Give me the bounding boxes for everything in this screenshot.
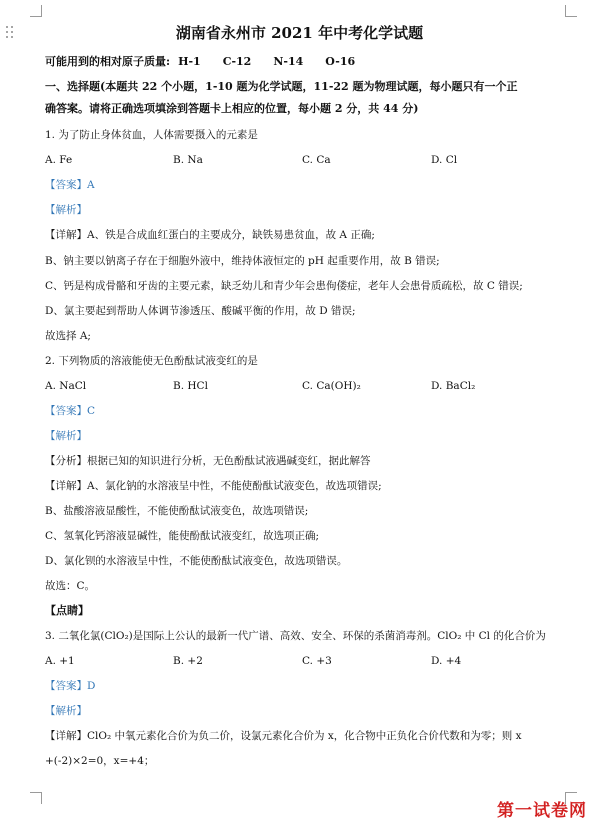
q2-option-d: D. BaCl₂ bbox=[431, 380, 476, 392]
q1-detail-line: D、氯主要起到帮助人体调节渗透压、酸碱平衡的作用，故 D 错误; bbox=[45, 305, 356, 317]
q3-answer: 【答案】D bbox=[45, 680, 96, 692]
q2-option-a: A. NaCl bbox=[45, 380, 87, 392]
q3-stem: 3. 二氧化氯(ClO₂)是国际上公认的最新一代广谱、高效、安全、环保的杀菌消毒剂。ClO₂ 中 Cl 的化合价为 bbox=[45, 630, 546, 642]
q2-detail-line: 【分析】根据已知的知识进行分析，无色酚酞试液遇碱变红，据此解答 bbox=[45, 455, 371, 467]
q2-stem: 2. 下列物质的溶液能使无色酚酞试液变红的是 bbox=[45, 355, 258, 367]
q1-detail-line: C、钙是构成骨骼和牙齿的主要元素，缺乏幼儿和青少年会患佝偻症，老年人会患骨质疏松，故 C 错误; bbox=[45, 280, 523, 292]
q1-option-d: D. Cl bbox=[431, 154, 458, 166]
document-title: 湖南省永州市 2021 年中考化学试题 bbox=[175, 24, 424, 42]
atomic-masses bbox=[45, 55, 377, 69]
q2-detail-line: C、氢氧化钙溶液显碱性，能使酚酞试液变红，故选项正确; bbox=[45, 530, 320, 542]
mass-item: C-12 bbox=[222, 55, 252, 68]
crop-mark-top-left bbox=[30, 5, 42, 17]
q1-option-c: C. Ca bbox=[302, 154, 331, 166]
q2-answer: 【答案】C bbox=[45, 405, 96, 417]
q2-detail-line: 故选：C。 bbox=[45, 580, 96, 592]
q3-detail-line: +(-2)×2=0，x=+4； bbox=[45, 755, 155, 767]
q1-option-a: A. Fe bbox=[45, 154, 73, 166]
q2-analysis-label: 【解析】 bbox=[45, 430, 87, 442]
q3-option-d: D. +4 bbox=[431, 655, 462, 667]
q2-option-b: B. HCl bbox=[173, 380, 208, 392]
crop-mark-bottom-left bbox=[30, 792, 42, 804]
q1-detail-line: B、钠主要以钠离子存在于细胞外液中，维持体液恒定的 pH 起重要作用，故 B 错误; bbox=[45, 255, 440, 267]
q2-detail-line: B、盐酸溶液显酸性，不能使酚酞试液变色，故选项错误; bbox=[45, 505, 309, 517]
atomic-masses-label: 可能用到的相对原子质量: bbox=[45, 55, 171, 68]
q1-option-b: B. Na bbox=[173, 154, 203, 166]
q1-stem: 1. 为了防止身体贫血，人体需要摄入的元素是 bbox=[45, 129, 258, 141]
section-heading-line1: 一、选择题(本题共 22 个小题，1-10 题为化学试题，11-22 题为物理试题，每小题只有一个正 bbox=[45, 80, 518, 93]
q1-answer: 【答案】A bbox=[45, 179, 95, 191]
q2-detail-line: D、氯化钡的水溶液呈中性，不能使酚酞试液变色，故选项错误。 bbox=[45, 555, 348, 567]
q2-detail-line: 【详解】A、氯化钠的水溶液呈中性，不能使酚酞试液变色，故选项错误; bbox=[45, 480, 382, 492]
mass-item: N-14 bbox=[273, 55, 304, 68]
section-heading-line2: 确答案。请将正确选项填涂到答题卡上相应的位置，每小题 2 分，共 44 分) bbox=[45, 102, 419, 115]
mass-item: H-1 bbox=[178, 55, 201, 68]
q3-option-b: B. +2 bbox=[173, 655, 203, 667]
q1-detail-line: 故选择 A; bbox=[45, 330, 91, 342]
q1-analysis-label: 【解析】 bbox=[45, 204, 87, 216]
crop-mark-top-right bbox=[565, 5, 577, 17]
site-watermark: 第一试卷网 bbox=[497, 801, 587, 821]
q3-option-a: A. +1 bbox=[45, 655, 75, 667]
q2-detail-line: 【点睛】 bbox=[45, 604, 89, 617]
mass-item: O-16 bbox=[325, 55, 356, 68]
q3-analysis-label: 【解析】 bbox=[45, 705, 87, 717]
q3-option-c: C. +3 bbox=[302, 655, 332, 667]
q1-detail-line: 【详解】A、铁是合成血红蛋白的主要成分，缺铁易患贫血，故 A 正确; bbox=[45, 229, 375, 241]
q2-option-c: C. Ca(OH)₂ bbox=[302, 380, 361, 392]
q3-detail-line: 【详解】ClO₂ 中氧元素化合价为负二价，设氯元素化合价为 x，化合物中正负化合价代数和为零；则 x bbox=[45, 730, 522, 742]
